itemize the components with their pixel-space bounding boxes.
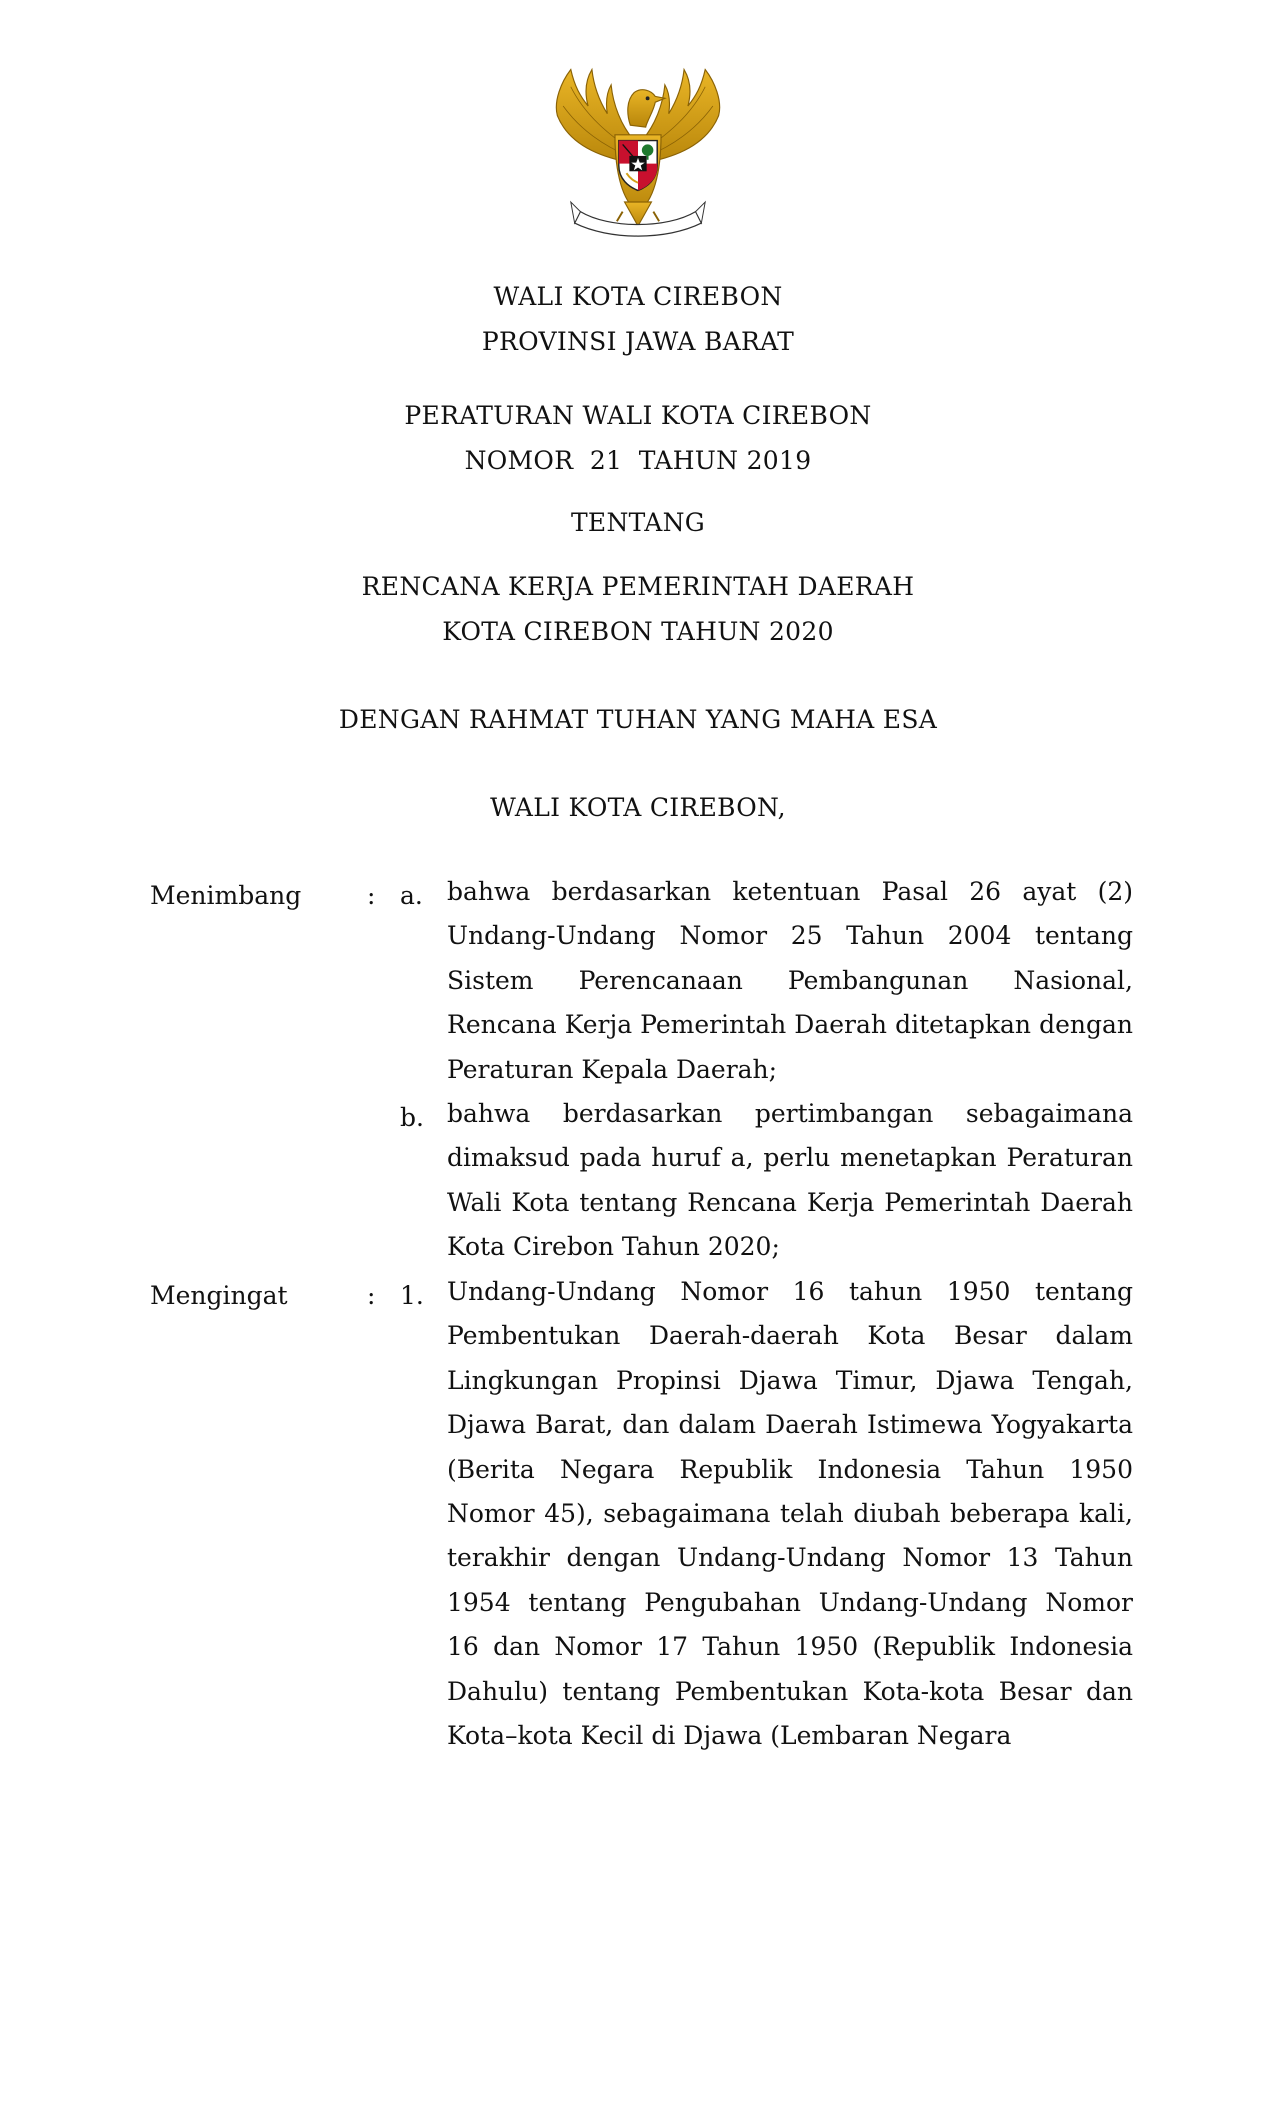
issuer-line-2: PROVINSI JAWA BARAT (481, 327, 795, 356)
menimbang-item-text: bahwa berdasarkan pertimbangan sebagaimana dimaksud pada huruf a, perlu menetapkan Peraturan Wali Kota tentang Rencana Kerja Pemerintah Daerah Kota Cirebon Tahun 2020; (447, 1099, 1133, 1262)
about-heading: TENTANG (570, 508, 706, 537)
menimbang-item-text: bahwa berdasarkan ketentuan Pasal 26 ayat (2) Undang-Undang Nomor 25 Tahun 2004 tentang Sistem Perencanaan Pembangunan Nasional, Rencana Kerja Pemerintah Daerah ditetapkan dengan Peraturan Kepala Daerah; (447, 877, 1133, 1084)
subject-line-1: RENCANA KERJA PEMERINTAH DAERAH (361, 572, 915, 601)
garuda-pancasila-emblem (542, 58, 734, 250)
regulation-title: PERATURAN WALI KOTA CIREBON (404, 401, 872, 430)
mengingat-label: Mengingat (150, 1281, 288, 1310)
regulation-number: NOMOR 21 TAHUN 2019 (464, 446, 812, 475)
subject-line-2: KOTA CIREBON TAHUN 2020 (442, 617, 834, 646)
menimbang-item-marker: b. (400, 1103, 424, 1132)
issuer-line-1: WALI KOTA CIREBON (493, 282, 783, 311)
menimbang-colon: : (367, 881, 376, 910)
menimbang-item-marker: a. (400, 881, 423, 910)
mengingat-item-marker: 1. (400, 1281, 424, 1310)
mengingat-colon: : (367, 1281, 376, 1310)
mengingat-item-text: Undang-Undang Nomor 16 tahun 1950 tentang Pembentukan Daerah-daerah Kota Besar dalam Lingkungan Propinsi Djawa Timur, Djawa Tengah, Djawa Barat, dan dalam Daerah Istimewa Yogyakarta (Berita Negara Republik Indonesia Tahun 1950 Nomor 45), sebagaimana telah diubah beberapa kali, terakhir dengan Undang-Undang Nomor 13 Tahun 1954 tentang Pengubahan Undang-Undang Nomor 16 dan Nomor 17 Tahun 1950 (Republik Indonesia Dahulu) tentang Pembentukan Kota-kota Besar dan Kota–kota Kecil di Djawa (Lembaran Negara (447, 1277, 1133, 1751)
invocation-line: DENGAN RAHMAT TUHAN YANG MAHA ESA (338, 705, 938, 734)
issuer-closing: WALI KOTA CIREBON, (490, 793, 786, 822)
menimbang-label: Menimbang (150, 881, 302, 910)
